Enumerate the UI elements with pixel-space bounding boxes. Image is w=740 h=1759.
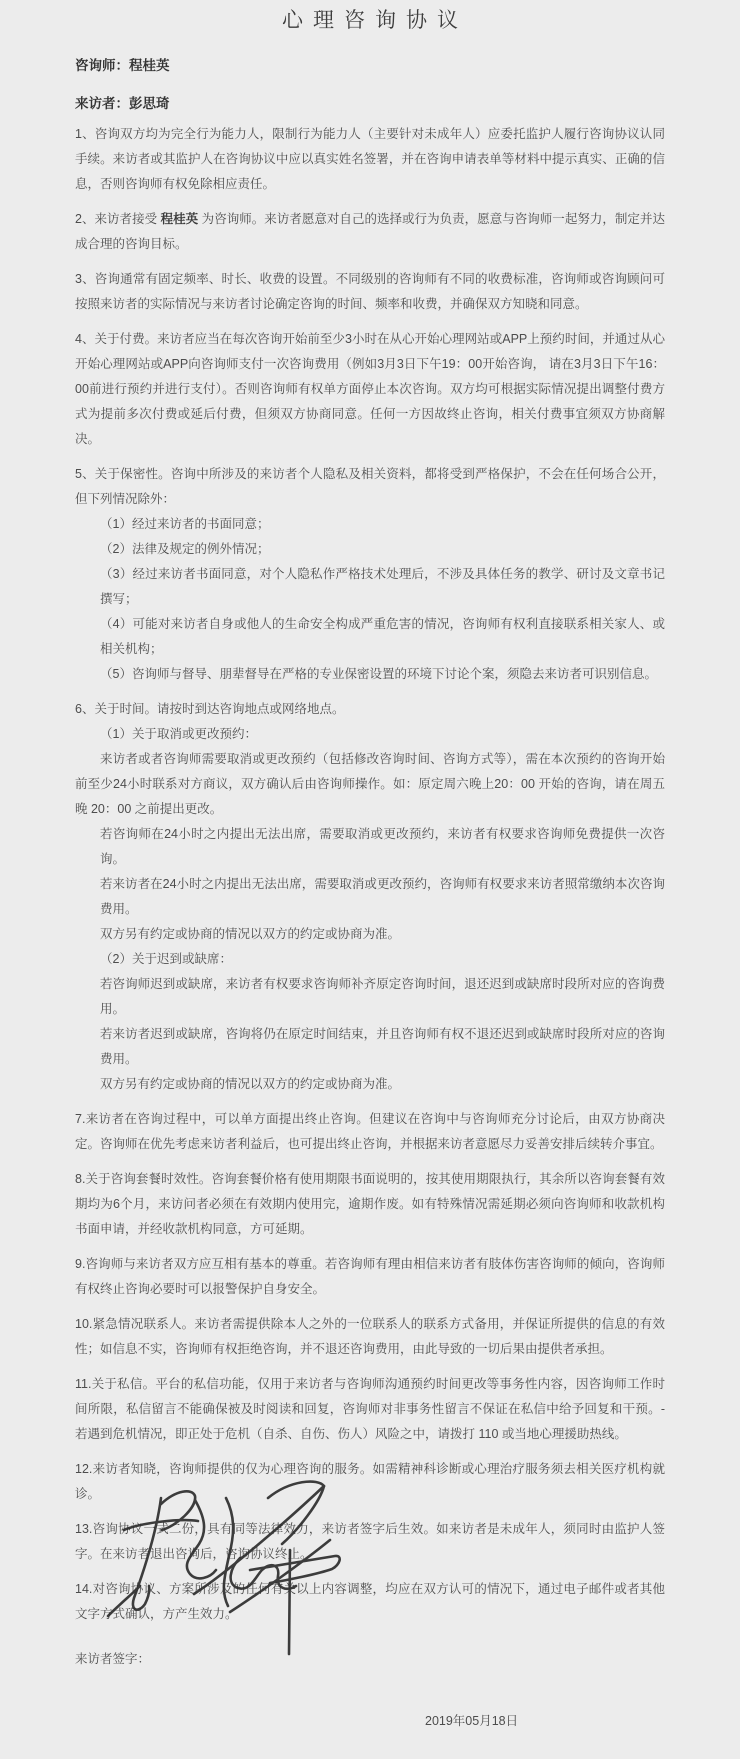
clause-subitem: （3）经过来访者书面同意，对个人隐私作严格技术处理后，不涉及具体任务的教学、研讨及文章书记撰写；: [100, 567, 665, 606]
counselor-label: 咨询师：: [75, 58, 129, 73]
clauses: [75, 122, 665, 1627]
clause-paragraph: 6、关于时间。请按时到达咨询地点或网络地点。: [75, 702, 345, 716]
page-title: 心理咨询协议: [282, 9, 468, 32]
clause-paragraph: 12.来访者知晓，咨询师提供的仅为心理咨询的服务。如需精神科诊断或心理治疗服务须去相关医疗机构就诊。: [75, 1462, 665, 1501]
clause-subitem: （5）咨询师与督导、朋辈督导在严格的专业保密设置的环境下讨论个案，须隐去来访者可识别信息。: [100, 667, 657, 681]
clause-subitem: 若来访者迟到或缺席，咨询将仍在原定时间结束，并且咨询师有权不退还迟到或缺席时段所对应的咨询费用。: [100, 1027, 665, 1066]
signature-label: 来访者签字：: [75, 1652, 151, 1666]
clause-subitem: 若咨询师迟到或缺席，来访者有权要求咨询师补齐原定咨询时间，退还迟到或缺席时段所对应的咨询费用。: [100, 977, 665, 1016]
clause-subitem: 双方另有约定或协商的情况以双方的约定或协商为准。: [100, 927, 401, 941]
document-date: 2019年05月18日: [425, 1714, 519, 1728]
clause-subitem: （2）关于迟到或缺席：: [100, 952, 232, 966]
clause-subitem: （2）法律及规定的例外情况；: [100, 542, 270, 556]
clause-paragraph: 10.紧急情况联系人。来访者需提供除本人之外的一位联系人的联系方式备用，并保证所提供的信息的有效性；如信息不实，咨询师有权拒绝咨询，并不退还咨询费用，由此导致的一切后果由提供者承担。: [75, 1317, 665, 1356]
counselor-row: [75, 57, 665, 74]
handwritten-signature: [88, 1476, 346, 1664]
visitor-row: [75, 95, 665, 112]
clause-paragraph: 2、来访者接受 程桂英 为咨询师。来访者愿意对自己的选择或行为负责，愿意与咨询师一起努力，制定并达成合理的咨询目标。: [75, 212, 665, 251]
clause-paragraph: 4、关于付费。来访者应当在每次咨询开始前至少3小时在从心开始心理网站或APP上预约时间，并通过从心开始心理网站或APP向咨询师支付一次咨询费用（例如3月3日下午19：00开始咨询， 请在3月3日下午16：00前进行预约并进行支付）。否则咨询师有权单方面停止本次咨询。双方均可根据实际情况提出调整付费方式为提前多次付费或延后付费，但须双方协商同意。任何一方因故终止咨询，相关付费事宜须双方协商解决。: [75, 332, 665, 446]
clause-paragraph: 5、关于保密性。咨询中所涉及的来访者个人隐私及相关资料，都将受到严格保护，不会在任何场合公开，但下列情况除外：: [75, 467, 665, 506]
clause-paragraph: 8.关于咨询套餐时效性。咨询套餐价格有使用期限书面说明的，按其使用期限执行，其余所以咨询套餐有效期均为6个月，来访问者必须在有效期内使用完，逾期作废。如有特殊情况需延期必须向咨询师和收款机构书面申请，并经收款机构同意，方可延期。: [75, 1172, 665, 1236]
clause-subitem: 若咨询师在24小时之内提出无法出席，需要取消或更改预约，来访者有权要求咨询师免费提供一次咨询。: [100, 827, 665, 866]
clause-paragraph: 1、咨询双方均为完全行为能力人，限制行为能力人（主要针对未成年人）应委托监护人履行咨询协议认同手续。来访者或其监护人在咨询协议中应以真实姓名签署，并在咨询申请表单等材料中提示真实、正确的信息，否则咨询师有权免除相应责任。: [75, 127, 665, 191]
visitor-name: 彭思琦: [129, 96, 170, 111]
clause-paragraph: 11.关于私信。平台的私信功能，仅用于来访者与咨询师沟通预约时间更改等事务性内容，因咨询师工作时间所限，私信留言不能确保被及时阅读和回复，咨询师对非事务性留言不保证在私信中给予回复和干预。- 若遇到危机情况，即正处于危机（自杀、自伤、伤人）风险之中，请拨打 110 或当地心理援助热线。: [75, 1377, 665, 1441]
visitor-label: 来访者：: [75, 96, 129, 111]
clause-subparagraph: 来访者或者咨询师需要取消或更改预约（包括修改咨询时间、咨询方式等），需在本次预约的咨询开始前至少24小时联系对方商议，双方确认后由咨询师操作。如：原定周六晚上20：00 开始的咨询，请在周五晚 20：00 之前提出更改。: [75, 752, 665, 816]
clause-paragraph: 13.咨询协议一式二份，具有同等法律效力，来访者签字后生效。如来访者是未成年人，须同时由监护人签字。在来访者退出咨询后，咨询协议终止。: [75, 1522, 665, 1561]
clause-paragraph: 14.对咨询协议、方案所涉及的任何有关以上内容调整，均应在双方认可的情况下，通过电子邮件或者其他文字方式确认，方产生效力。: [75, 1582, 665, 1621]
clause-subitem: 双方另有约定或协商的情况以双方的约定或协商为准。: [100, 1077, 401, 1091]
clause-paragraph: 9.咨询师与来访者双方应互相有基本的尊重。若咨询师有理由相信来访者有肢体伤害咨询师的倾向，咨询师有权终止咨询必要时可以报警保护自身安全。: [75, 1257, 665, 1296]
clause-subitem: （4）可能对来访者自身或他人的生命安全构成严重危害的情况，咨询师有权利直接联系相关家人、或相关机构；: [100, 617, 665, 656]
clause-subitem: （1）关于取消或更改预约：: [100, 727, 257, 741]
clause-paragraph: 3、咨询通常有固定频率、时长、收费的设置。不同级别的咨询师有不同的收费标准，咨询师或咨询顾问可按照来访者的实际情况与来访者讨论确定咨询的时间、频率和收费，并确保双方知晓和同意。: [75, 272, 665, 311]
clause-subitem: （1）经过来访者的书面同意；: [100, 517, 270, 531]
clause-paragraph: 7.来访者在咨询过程中，可以单方面提出终止咨询。但建议在咨询中与咨询师充分讨论后，由双方协商决定。咨询师在优先考虑来访者利益后，也可提出终止咨询，并根据来访者意愿尽力妥善安排后续转介事宜。: [75, 1112, 665, 1151]
counselor-name: 程桂英: [129, 58, 170, 73]
clause-subitem: 若来访者在24小时之内提出无法出席，需要取消或更改预约，咨询师有权要求来访者照常缴纳本次咨询费用。: [100, 877, 665, 916]
